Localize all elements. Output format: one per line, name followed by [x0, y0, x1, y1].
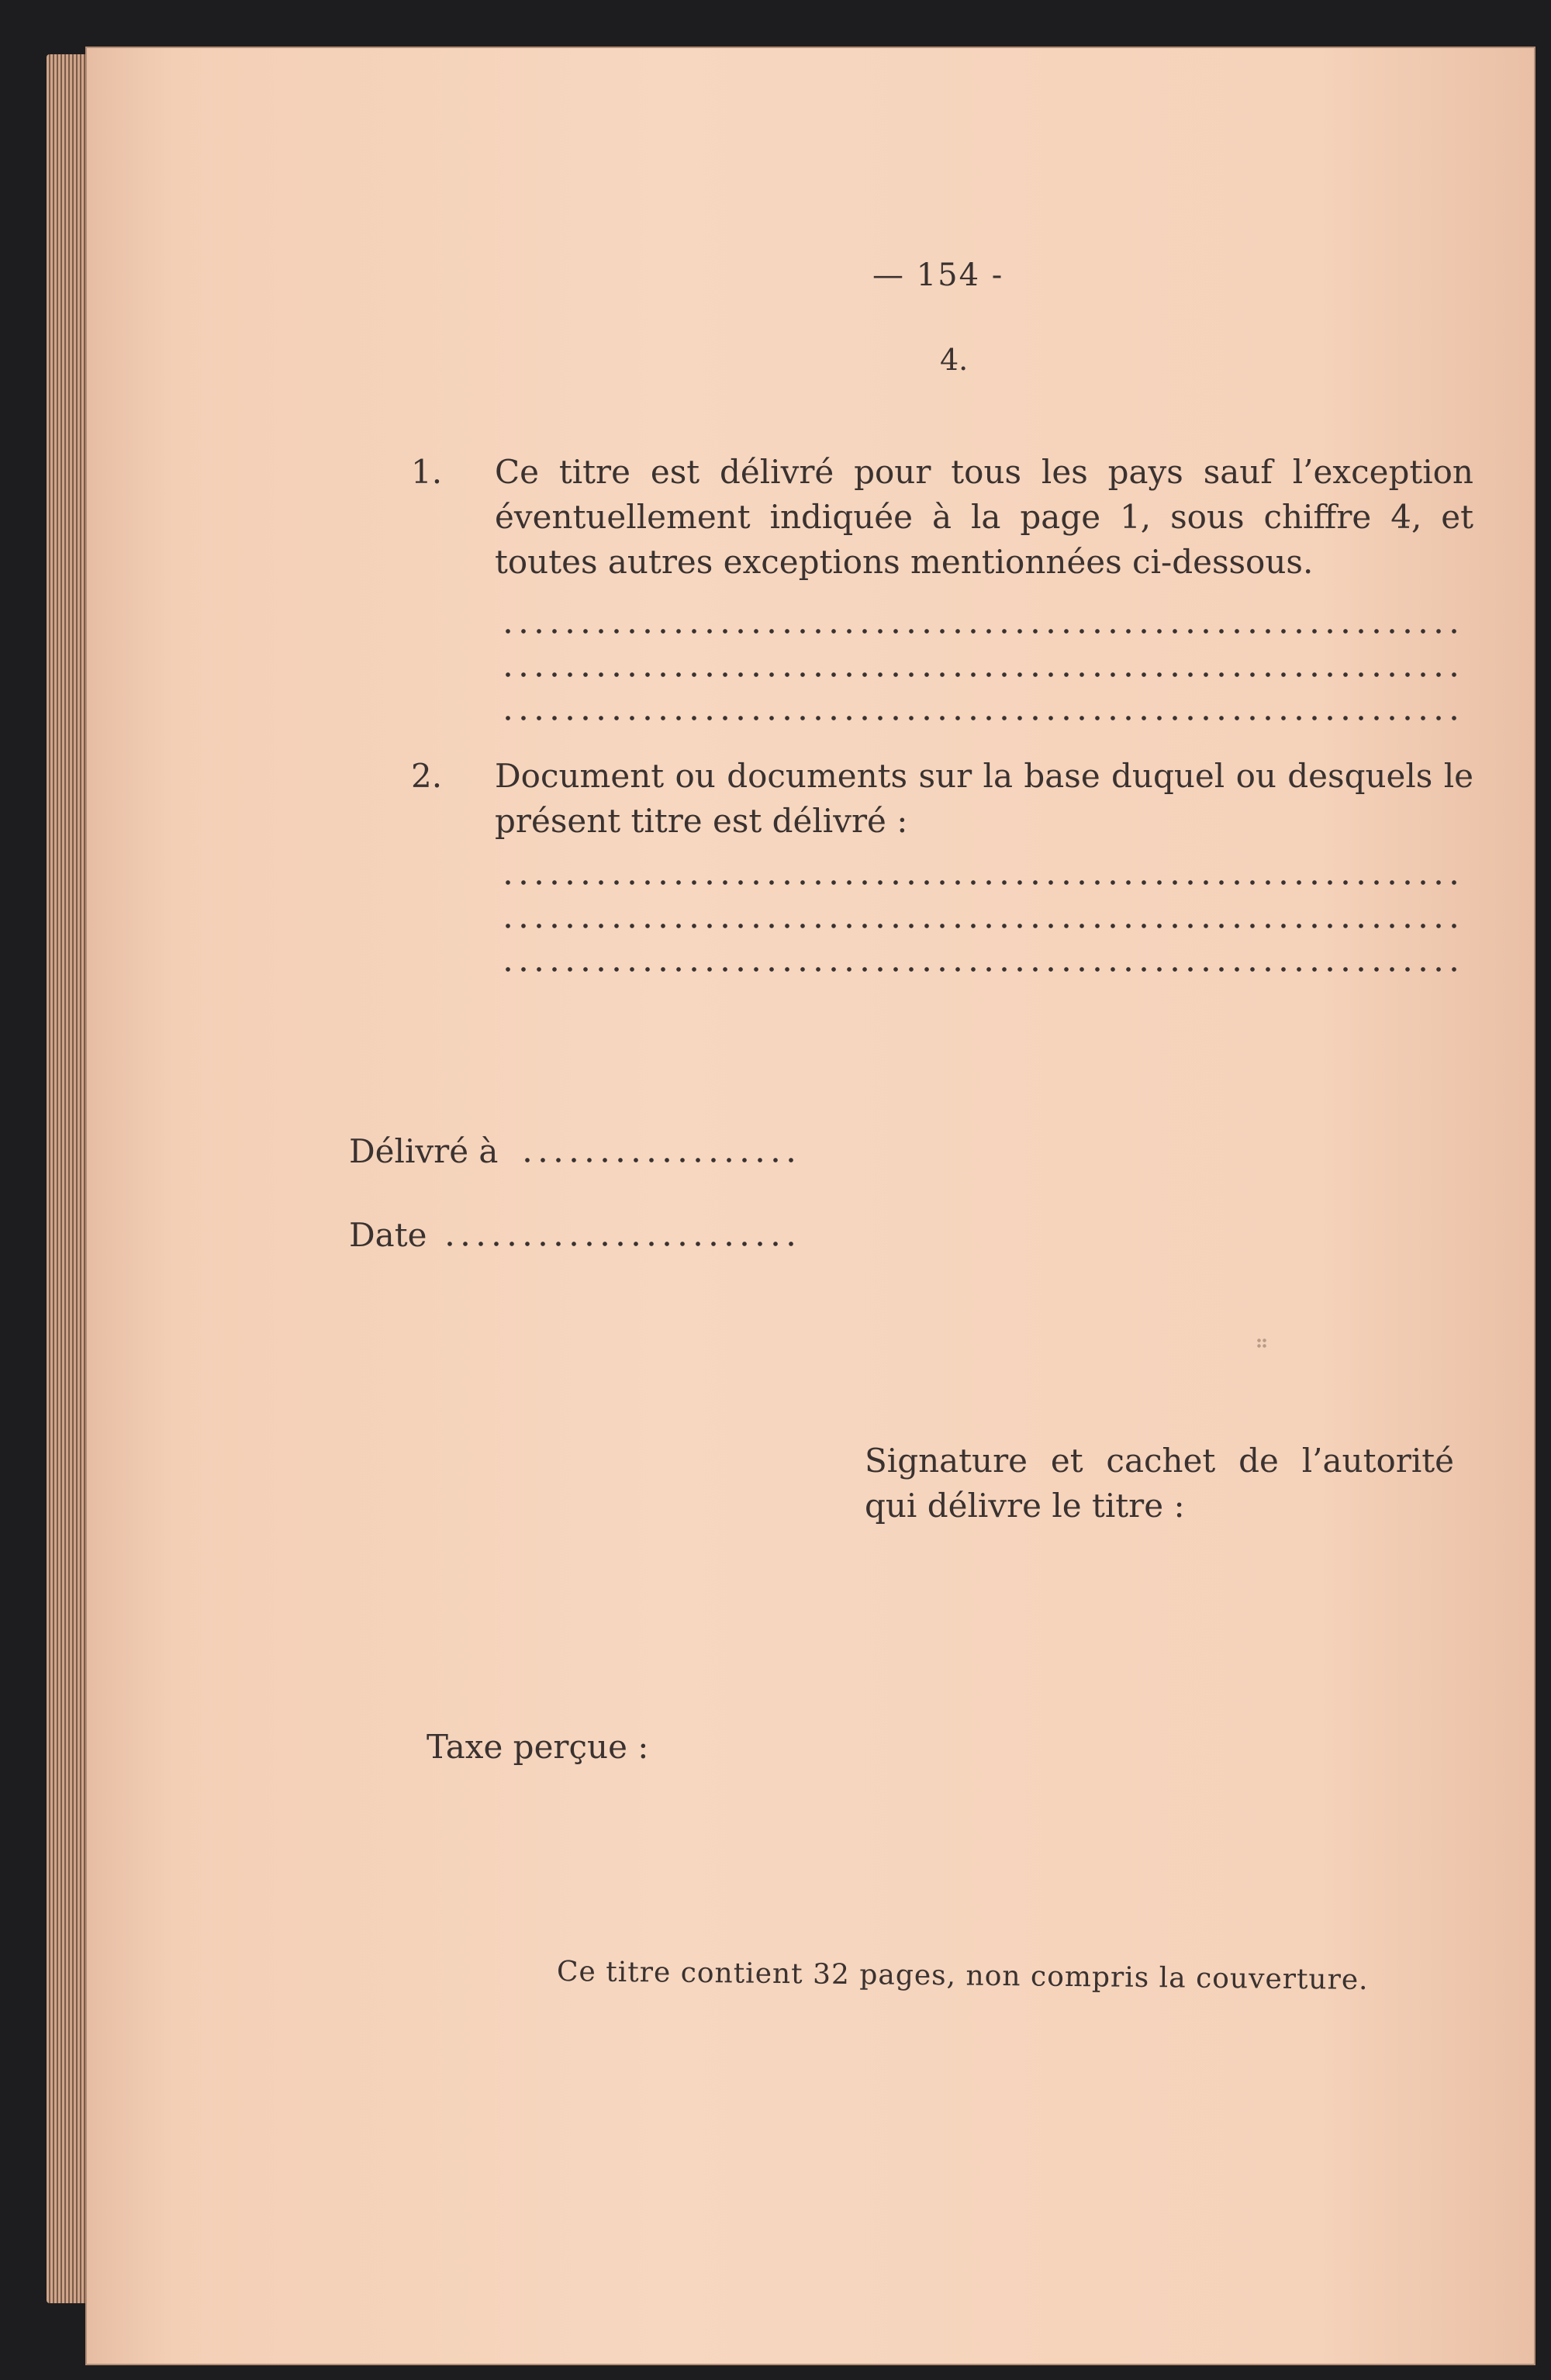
dotted-fill-line — [500, 966, 1462, 972]
signature-caption: Signature et cachet de l’autorité qui délivre le titre : — [865, 1442, 1454, 1525]
dotted-fill-line — [500, 672, 1462, 678]
footer-note: Ce titre contient 32 pages, non compris la couverture. — [556, 1956, 1369, 1996]
item-number: 2. — [411, 757, 443, 795]
issued-at-label: Délivré à — [349, 1132, 499, 1170]
list-item — [411, 754, 1473, 844]
issued-at-dotted-line — [520, 1157, 799, 1163]
item-text: Document ou documents sur la base duquel ou desquels le présent titre est délivré : — [495, 757, 1473, 840]
dotted-fill-line — [500, 628, 1462, 634]
list-item — [411, 450, 1473, 585]
paper-speck — [1256, 1338, 1267, 1349]
item-number: 1. — [411, 453, 443, 491]
date-label: Date — [349, 1216, 427, 1254]
dotted-fill-line — [500, 923, 1462, 929]
fee-label: Taxe perçue : — [427, 1728, 649, 1766]
dotted-fill-line — [500, 879, 1462, 886]
document-page — [85, 47, 1535, 2365]
section-number: 4. — [940, 343, 969, 377]
date-dotted-line — [442, 1241, 799, 1247]
page-number: — 154 - — [872, 257, 1004, 293]
item-text: Ce titre est délivré pour tous les pays sauf l’exception éventuellement indiquée à la page 1, sous chiffre 4, et toutes autres exceptions mentionnées ci-dessous. — [495, 453, 1473, 581]
dotted-fill-line — [500, 715, 1462, 721]
